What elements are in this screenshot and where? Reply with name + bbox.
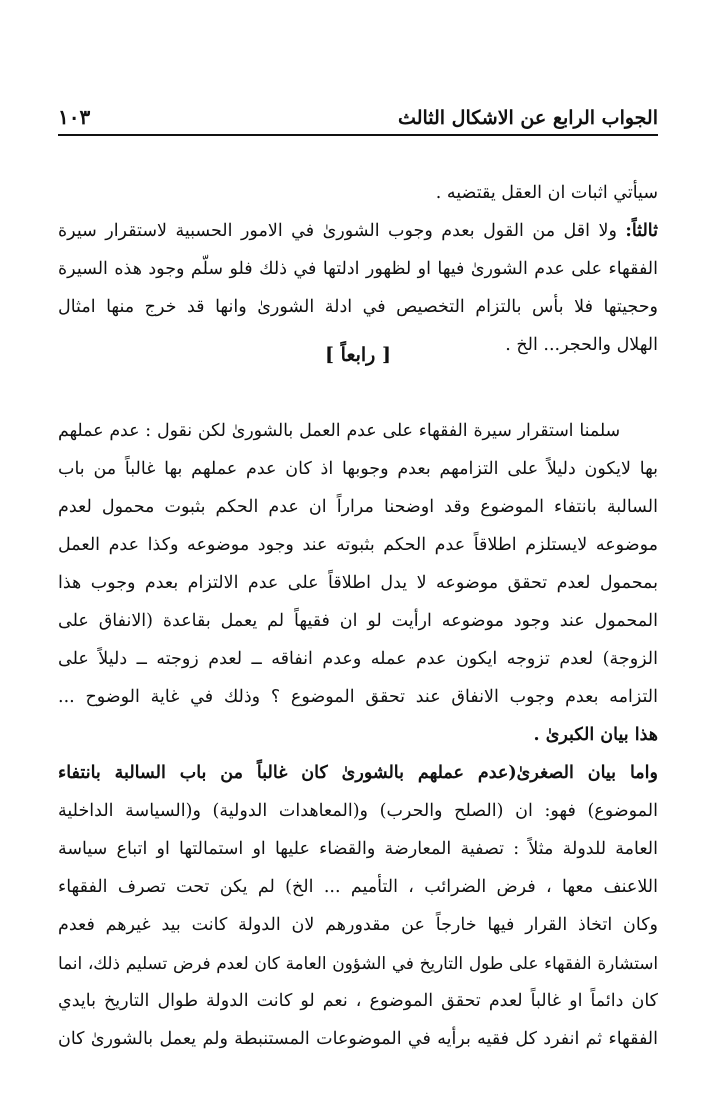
- text-line: المحمول عند وجود موضوعه ارأيت لو ان فقيهاً لم يعمل بقاعدة (الانفاق على: [58, 611, 658, 631]
- text-line: سيأتي اثبات ان العقل يقتضيه .: [435, 183, 658, 203]
- text-line: الفقهاء ثم انفرد كل فقيه برأيه في الموضوعات المستنبطة ولم يعمل بالشورىٰ كان: [58, 1029, 658, 1049]
- text-line-rest: ولا اقل من القول بعدم وجوب الشورىٰ في الامور الحسبية لاستقرار سيرة: [58, 221, 626, 241]
- section-lead-thalithan: ثالثاً:: [625, 221, 658, 241]
- text-line: سلمنا استقرار سيرة الفقهاء على عدم العمل بالشورىٰ لكن نقول : عدم عملهم: [58, 421, 620, 441]
- text-line: استشارة الفقهاء على طول التاريخ في الشؤون العامة كان لعدم فرض تسليم ذلك، انما: [58, 953, 658, 973]
- text-line: اللاعنف معها ، فرض الضرائب ، التأميم ... الخ) لم يكن تحت تصرف الفقهاء: [58, 877, 658, 897]
- text-line: وكان اتخاذ القرار فيها خارجاً عن مقدورهم لان الدولة كانت بيد غيرهم فعدم: [58, 915, 658, 935]
- text-line: وحجيتها فلا بأس بالتزام التخصيص في ادلة الشورىٰ وانها قد خرج منها امثال: [58, 297, 658, 317]
- text-line: موضوعه لايستلزم اطلاقاً عدم الحكم بثبوته عند وجود موضوعه وكذا عدم العمل: [58, 535, 658, 555]
- text-line: [58, 212, 658, 250]
- minor-premise-lead: واما بيان الصغرىٰ: [516, 763, 658, 783]
- page-header: [58, 95, 658, 129]
- opening-paragraphs: [58, 174, 658, 364]
- running-head: الجواب الرابع عن الاشكال الثالث: [398, 107, 658, 129]
- text-line: الفقهاء على عدم الشورىٰ فيها او لظهور ادلتها في ذلك فلو سلّم وجود هذه السيرة: [58, 259, 658, 279]
- section-heading-rabian: [ رابعاً ]: [325, 344, 391, 366]
- header-rule: [58, 134, 658, 136]
- text-line: التزامه بعدم وجوب الانفاق عند تحقق الموضوع ؟ وذلك في غاية الوضوح ...: [58, 687, 658, 707]
- text-line: بمحمول لعدم تحقق موضوعه لا يدل اطلاقاً على عدم الالتزام بعدم وجوب هذا: [58, 573, 658, 593]
- text-line: هذا بيان الكبرىٰ .: [533, 725, 658, 745]
- text-line: الزوجة) لعدم تزوجه ايكون عدم عمله وعدم انفاقه ــ لعدم زوجته ــ دليلاً على: [58, 649, 658, 669]
- text-line: السالبة بانتفاء الموضوع وقد اوضحنا مراراً ان عدم الحكم بثبوت محمول لعدم: [58, 497, 658, 517]
- text-line: العامة للدولة مثلاً : تصفية المعارضة والقضاء عليها او استمالتها او اتباع سياسة: [58, 839, 658, 859]
- text-line: بها لايكون دليلاً على التزامهم بعدم وجوبها اذ كان عدم عملهم بها غالباً من باب: [58, 459, 658, 479]
- text-line: الموضوع) فهو: ان (الصلح والحرب) و(المعاهدات الدولية) و(السياسة الداخلية: [58, 801, 658, 821]
- document-page: [58, 0, 658, 1110]
- text-line: كان دائماً او غالباً لعدم تحقق الموضوع ، نعم لو كانت الدولة طوال التاريخ بايدي: [58, 991, 658, 1011]
- page-number: ١٠٣: [58, 105, 91, 129]
- main-body: [58, 412, 658, 1058]
- text-line: الهلال والحجر... الخ .: [505, 335, 658, 355]
- text-line-rest: (عدم عملهم بالشورىٰ كان غالباً من باب السالبة بانتفاء: [58, 763, 517, 783]
- text-line: [58, 754, 658, 792]
